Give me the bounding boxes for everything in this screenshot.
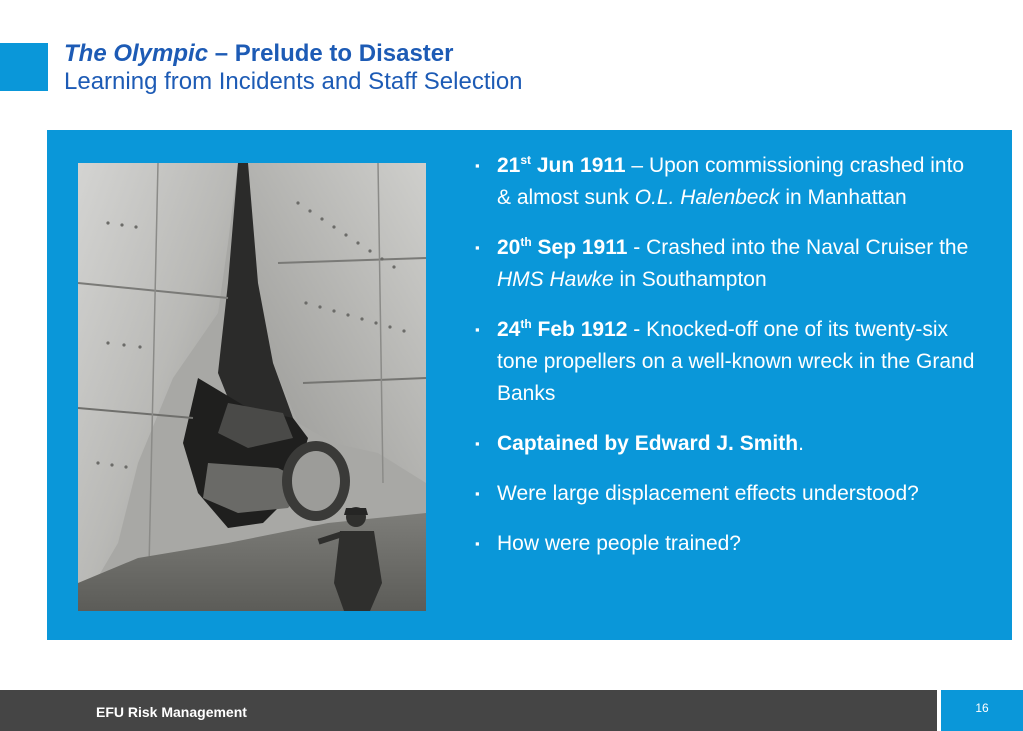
date-month-year: Feb 1912: [531, 318, 628, 341]
bullet-date: [497, 318, 627, 341]
date-suffix: st: [520, 153, 532, 167]
hull-damage-photo: [78, 163, 426, 611]
footer-bar: [0, 690, 937, 731]
date-suffix: th: [520, 317, 532, 331]
bullet-text: – Upon commissioning crashed into & almost sunk: [497, 154, 965, 209]
ship-name: O.L. Halenbeck: [634, 186, 780, 209]
bullet-marker: ▪: [475, 536, 480, 551]
page-number: 16: [975, 701, 989, 715]
bullet-item: [473, 150, 983, 214]
content-panel: [47, 130, 1012, 640]
footer-org-name: EFU Risk Management: [96, 704, 247, 720]
captain-name: Captained by Edward J. Smith: [497, 432, 799, 455]
bullet-item: [473, 314, 983, 410]
bullet-marker: ▪: [475, 240, 480, 255]
bullet-text: - Knocked-off one of its twenty-six tone propellers on a well-known wreck in the Grand Banks: [497, 318, 975, 405]
bullet-text: How were people trained?: [497, 532, 741, 555]
bullet-item: [473, 528, 983, 560]
bullet-text: .: [798, 432, 804, 455]
bullet-text-end: in Southampton: [613, 268, 767, 291]
date-suffix: th: [520, 235, 532, 249]
bullet-date: [497, 154, 626, 177]
accent-square: [0, 43, 48, 91]
bullet-item: [473, 232, 983, 296]
bullet-text: - Crashed into the Naval Cruiser the: [627, 236, 969, 259]
bullet-item: [473, 478, 983, 510]
bullet-marker: ▪: [475, 158, 480, 173]
bullet-marker: ▪: [475, 486, 480, 501]
date-number: 20: [497, 236, 521, 259]
bullet-list: [473, 150, 983, 578]
bullet-marker: ▪: [475, 322, 480, 337]
date-month-year: Jun 1911: [531, 154, 626, 177]
title-heading: [64, 40, 523, 68]
title-subtitle: Learning from Incidents and Staff Selection: [64, 68, 523, 95]
title-rest: – Prelude to Disaster: [208, 40, 454, 67]
bullet-marker: ▪: [475, 436, 480, 451]
date-number: 24: [497, 318, 521, 341]
bullet-item: [473, 428, 983, 460]
bullet-text: Were large displacement effects understood?: [497, 482, 919, 505]
bullet-text-end: in Manhattan: [779, 186, 907, 209]
title-ship-name: The Olympic: [64, 40, 209, 67]
date-number: 21: [497, 154, 521, 177]
date-month-year: Sep 1911: [531, 236, 628, 259]
ship-name: HMS Hawke: [497, 268, 614, 291]
bullet-date: [497, 236, 627, 259]
page-number-box: [941, 690, 1023, 731]
slide-title: [64, 40, 523, 96]
